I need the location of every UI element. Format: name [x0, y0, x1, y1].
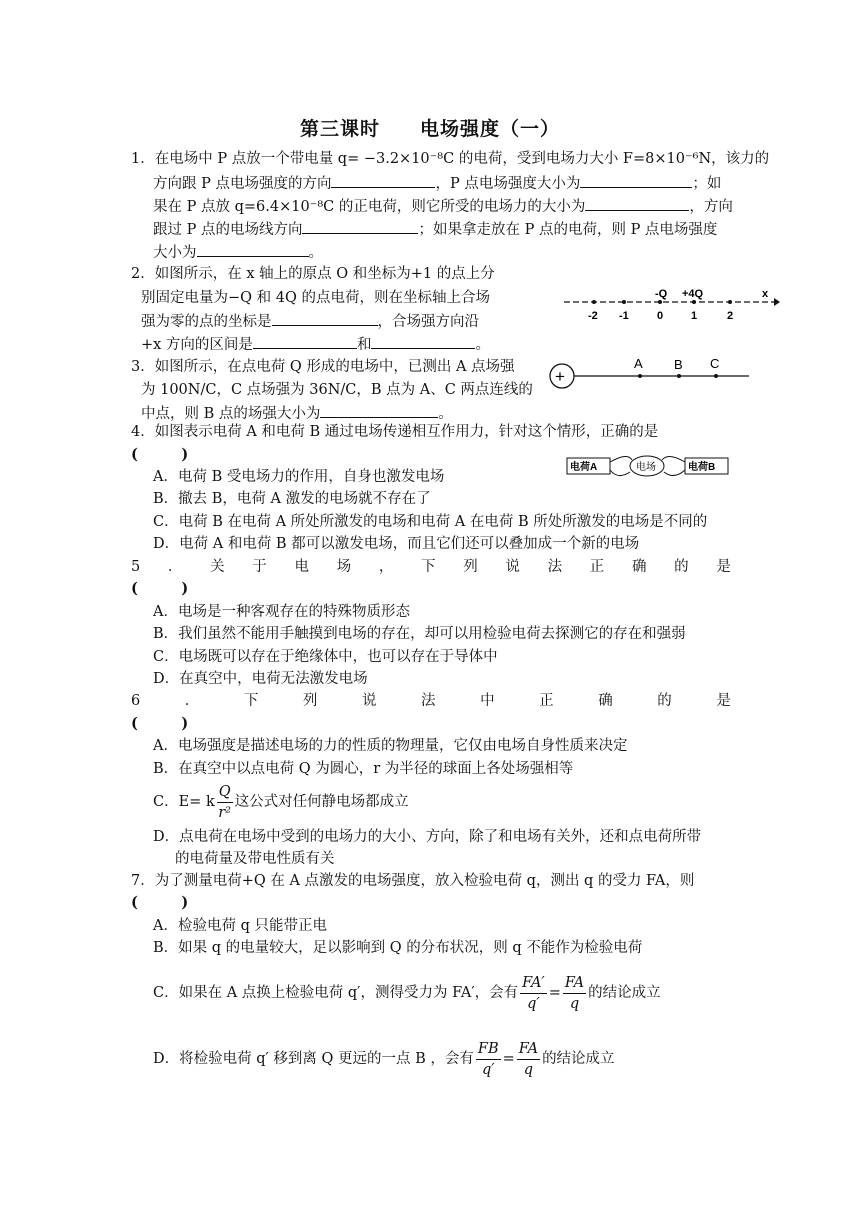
q1-text: ，方向 — [689, 199, 733, 215]
option-a[interactable]: A．检验电荷 q 只能带正电 — [153, 918, 327, 934]
answer-blank[interactable] — [371, 333, 475, 349]
option-b[interactable]: B．如果 q 的电量较大，足以影响到 Q 的分布状况，则 q 不能作为检验电荷 — [153, 940, 643, 956]
charge-sign: + — [555, 367, 565, 386]
q4-line1: 4．如图表示电荷 A 和电荷 B 通过电场传递相互作用力，针对这个情形，正确的是 — [131, 424, 659, 440]
option-d[interactable]: D．点电荷在电场中受到的电场力的大小、方向，除了和电场有关外，还和点电荷所带 — [153, 829, 702, 845]
arrow-icon — [610, 456, 632, 462]
q1-text: 果在 P 点放 q=6.4×10⁻⁸C 的正电荷，则它所受的电场力的大小为 — [153, 199, 586, 215]
q1-text: 跟过 P 点的电场线方向 — [153, 222, 303, 238]
q2-text: 。 — [475, 337, 490, 353]
arrow-icon — [610, 470, 630, 476]
option-a[interactable]: A．电场是一种客观存在的特殊物质形态 — [153, 604, 410, 620]
option-c[interactable]: C．电场既可以存在于绝缘体中，也可以存在于导体中 — [153, 649, 498, 665]
q6-line1: 6 ． 下 列 说 法 中 正 确 的 是 — [131, 693, 731, 709]
answer-blank[interactable] — [585, 195, 689, 211]
option-c[interactable]: C．E= k $\frac{Q}{\text{r²}}$ 这公式对任何静电场都成立 — [153, 783, 409, 821]
option-b[interactable]: B．在真空中以点电荷 Q 为圆心，r 为半径的球面上各处场强相等 — [153, 761, 574, 777]
option-d[interactable]: D．将检验电荷 q′ 移到离 Q 更远的一点 B ，会有 $\frac{FB}{q'}$ = $\frac{FA}{q}$ 的结论成立 — [153, 1040, 615, 1078]
axis-arrow-icon — [774, 298, 780, 306]
option-d-cont: 的电荷量及带电性质有关 — [175, 851, 335, 867]
formula-fraction: $\frac{Q}{\text{r²}}$ — [218, 783, 232, 821]
answer-blank[interactable] — [272, 310, 378, 326]
q2-text: 强为零的点的坐标是 — [141, 314, 272, 330]
q3-text: 。 — [438, 406, 453, 422]
tick-label: -2 — [588, 310, 598, 322]
formula-fraction: $\frac{FA}{q}$ — [518, 1040, 539, 1078]
page-title: 第三课时 电场强度（一） — [299, 118, 560, 140]
answer-blank[interactable] — [253, 333, 357, 349]
charge-label: -Q — [655, 288, 668, 300]
box-label: 电荷A — [570, 462, 598, 473]
option-a[interactable]: A．电荷 B 受电场力的作用，自身也激发电场 — [153, 469, 445, 485]
option-d[interactable]: D．在真空中，电荷无法激发电场 — [153, 671, 368, 687]
option-b[interactable]: B．我们虽然不能用手触摸到电场的存在，却可以用检验电荷去探测它的存在和强弱 — [153, 626, 686, 642]
q1-line1: 1．在电场中 P 点放一个带电量 q= −3.2×10⁻⁸C 的电荷，受到电场力大小 F=8×10⁻⁶N，该力的 — [131, 151, 770, 167]
q1-text: 方向跟 P 点电场强度的方向 — [153, 176, 332, 192]
point-label: B — [674, 357, 683, 372]
tick-label: 2 — [727, 310, 734, 322]
option-d[interactable]: D．电荷 A 和电荷 B 都可以激发电场，而且它们还可以叠加成一个新的电场 — [153, 536, 640, 552]
answer-blank[interactable] — [331, 172, 435, 188]
box-label: 电场 — [636, 462, 656, 473]
answer-paren[interactable]: ( ) — [131, 580, 189, 597]
option-a[interactable]: A．电场强度是描述电场的力的性质的物理量，它仅由电场自身性质来决定 — [153, 738, 628, 754]
formula-fraction: $\frac{FA'}{q'}$ — [522, 974, 545, 1012]
q1-text: ；如果拿走放在 P 点的电荷，则 P 点电场强度 — [418, 222, 718, 238]
axis-label: x — [762, 288, 769, 300]
arrow-icon — [664, 470, 685, 476]
q1-text: ；如 — [692, 176, 722, 192]
answer-blank[interactable] — [580, 172, 692, 188]
answer-paren[interactable]: ( ) — [131, 446, 189, 463]
q2-text: 和 — [356, 337, 372, 353]
q2-text: ，合场强方向沿 — [377, 314, 479, 330]
q4-interaction-figure — [566, 452, 730, 480]
charge-label: +4Q — [682, 288, 704, 300]
answer-blank[interactable] — [197, 241, 309, 257]
q1-text: ，P 点电场强度大小为 — [435, 176, 581, 192]
tick-label: -1 — [619, 310, 629, 322]
option-c[interactable]: C．如果在 A 点换上检验电荷 q′，测得受力为 FA′，会有 $\frac{FA'}{q'}$ = $\frac{FA}{q}$ 的结论成立 — [153, 974, 661, 1012]
formula-fraction: $\frac{FB}{q'}$ — [477, 1040, 499, 1078]
q2-axis-figure — [562, 286, 780, 324]
q5-line1: 5 ． 关 于 电 场 ， 下 列 说 法 正 确 的 是 — [131, 559, 731, 575]
q1-text: 。 — [308, 245, 323, 261]
answer-paren[interactable]: ( ) — [131, 715, 189, 732]
answer-paren[interactable]: ( ) — [131, 894, 189, 911]
option-b[interactable]: B．撤去 B，电荷 A 激发的电场就不存在了 — [153, 491, 431, 507]
formula-fraction: $\frac{FA}{q}$ — [564, 974, 585, 1012]
q3-field-figure — [545, 356, 755, 394]
point-label: C — [710, 356, 720, 371]
q3-line1: 3．如图所示，在点电荷 Q 形成的电场中，已测出 A 点场强 — [131, 359, 515, 375]
arrow-icon — [662, 456, 685, 462]
q3-line2: 为 100N/C，C 点场强为 36N/C，B 点为 A、C 两点连线的 — [141, 382, 533, 398]
q3-text: 中点，则 B 点的场强大小为 — [141, 406, 321, 422]
answer-blank[interactable] — [302, 218, 418, 234]
tick-label: 1 — [691, 310, 698, 322]
option-c[interactable]: C．电荷 B 在电荷 A 所处所激发的电场和电荷 A 在电荷 B 所处所激发的电场是不同的 — [153, 514, 708, 530]
answer-blank[interactable] — [320, 402, 438, 418]
box-label: 电荷B — [688, 462, 716, 473]
q2-line1: 2．如图所示，在 x 轴上的原点 O 和坐标为+1 的点上分 — [131, 266, 495, 282]
point-label: A — [634, 356, 643, 371]
tick-label: 0 — [657, 310, 664, 322]
q1-text: 大小为 — [153, 245, 197, 261]
q2-line2: 别固定电量为−Q 和 4Q 的点电荷，则在坐标轴上合场 — [141, 290, 490, 306]
q7-line1: 7．为了测量电荷+Q 在 A 点激发的电场强度，放入检验电荷 q，测出 q 的受力 FA，则 — [131, 873, 695, 889]
q2-text: +x 方向的区间是 — [141, 337, 253, 353]
